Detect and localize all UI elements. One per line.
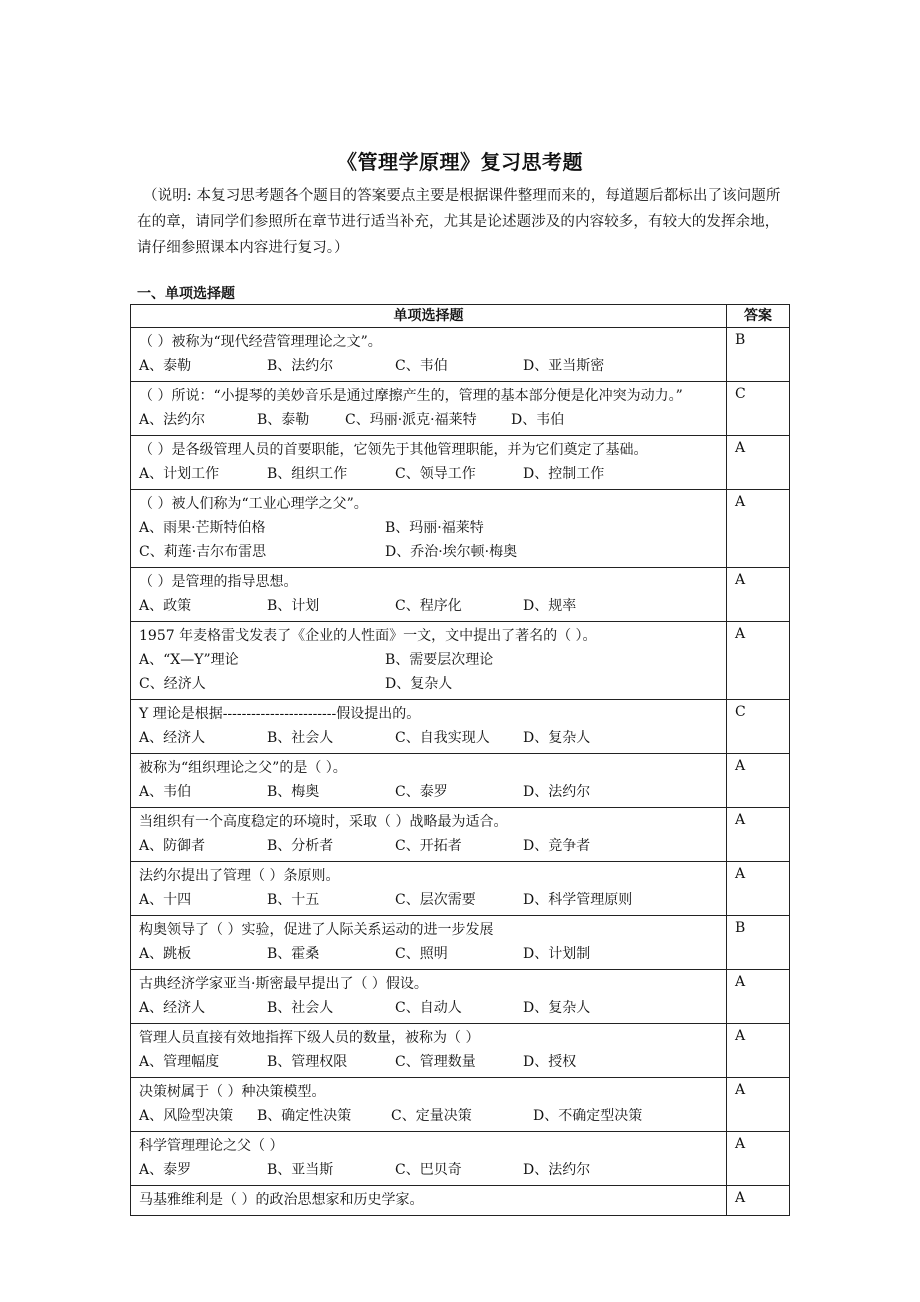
option: D、复杂人 [385, 676, 453, 692]
option-list [139, 1104, 720, 1128]
option-list [139, 408, 720, 432]
option-list [139, 726, 720, 750]
question-stem: （ ）是管理的指导思想。 [139, 574, 298, 590]
answer-cell: A [727, 862, 790, 916]
question-stem: 科学管理理论之父（ ） [139, 1138, 284, 1154]
answer-cell: A [727, 1186, 790, 1216]
option-list [139, 648, 720, 672]
table-row [131, 328, 790, 382]
table-row [131, 436, 790, 490]
option: A、法约尔 [139, 412, 206, 428]
option: D、竞争者 [523, 838, 591, 854]
option: B、需要层次理论 [385, 652, 494, 668]
option: C、经济人 [139, 676, 206, 692]
question-stem: 1957 年麦格雷戈发表了《企业的人性面》一文，文中提出了著名的（ ）。 [139, 628, 597, 644]
question-cell [131, 382, 727, 436]
table-row [131, 700, 790, 754]
option: D、不确定型决策 [533, 1108, 643, 1124]
table-row [131, 1132, 790, 1186]
option: A、雨果·芒斯特伯格 [139, 520, 266, 536]
answer-cell: A [727, 1024, 790, 1078]
answer-cell: A [727, 754, 790, 808]
option-list [139, 888, 720, 912]
answer-cell: A [727, 568, 790, 622]
column-header-answer: 答案 [727, 305, 790, 328]
question-cell [131, 568, 727, 622]
option: A、政策 [139, 598, 192, 614]
option: A、韦伯 [139, 784, 192, 800]
table-row [131, 490, 790, 568]
question-cell [131, 436, 727, 490]
question-stem: （ ）被人们称为“工业心理学之父”。 [139, 496, 368, 512]
question-cell [131, 490, 727, 568]
table-header-row [131, 305, 790, 328]
option: B、霍桑 [267, 946, 320, 962]
answer-cell: A [727, 970, 790, 1024]
option: D、复杂人 [523, 1000, 591, 1016]
option: A、防御者 [139, 838, 206, 854]
option: C、韦伯 [395, 358, 448, 374]
answer-cell: C [727, 382, 790, 436]
table-row [131, 568, 790, 622]
option: A、计划工作 [139, 466, 220, 482]
table-row [131, 1186, 790, 1216]
question-cell [131, 970, 727, 1024]
option-list [139, 996, 720, 1020]
question-cell [131, 1078, 727, 1132]
question-stem: （ ）被称为“现代经营管理理论之文”。 [139, 334, 382, 350]
option: C、领导工作 [395, 466, 476, 482]
option: B、泰勒 [257, 412, 310, 428]
intro-paragraph: （说明: 本复习思考题各个题目的答案要点主要是根据课件整理而来的，每道题后都标出了该问题所在的章，请同学们参照所在章节进行适当补充，尤其是论述题涉及的内容较多，有较大的发挥余地，请仔细参照课本内容进行复习。） [137, 188, 781, 256]
answer-cell: A [727, 490, 790, 568]
quiz-table [130, 304, 790, 1216]
answer-cell: A [727, 436, 790, 490]
option: C、泰罗 [395, 784, 448, 800]
question-stem: （ ）是各级管理人员的首要职能，它领先于其他管理职能，并为它们奠定了基础。 [139, 442, 648, 458]
answer-cell: B [727, 328, 790, 382]
option: C、玛丽·派克·福莱特 [345, 412, 477, 428]
option: B、玛丽·福莱特 [385, 520, 484, 536]
option: C、开拓者 [395, 838, 462, 854]
option-list [139, 594, 720, 618]
option: B、梅奥 [267, 784, 320, 800]
question-stem: 构奥领导了（ ）实验，促进了人际关系运动的进一步发展 [139, 922, 494, 938]
option-list [139, 780, 720, 804]
option: D、科学管理原则 [523, 892, 633, 908]
question-cell [131, 1132, 727, 1186]
option: D、计划制 [523, 946, 591, 962]
table-row [131, 622, 790, 700]
answer-cell: A [727, 622, 790, 700]
option-list [139, 834, 720, 858]
section-heading: 一、单项选择题 [137, 286, 235, 302]
option: A、十四 [139, 892, 192, 908]
page-title: 《管理学原理》复习思考题 [337, 150, 583, 174]
option: C、管理数量 [395, 1054, 476, 1070]
option: D、法约尔 [523, 784, 591, 800]
table-row [131, 1024, 790, 1078]
table-row [131, 970, 790, 1024]
option: A、“X—Y”理论 [139, 652, 239, 668]
question-stem: 古典经济学家亚当·斯密最早提出了（ ）假设。 [139, 976, 428, 992]
option: B、管理权限 [267, 1054, 348, 1070]
option: B、十五 [267, 892, 320, 908]
option: D、规率 [523, 598, 577, 614]
option: B、法约尔 [267, 358, 334, 374]
question-cell [131, 622, 727, 700]
option-list [139, 1158, 720, 1182]
question-stem: （ ）所说：“小提琴的美妙音乐是通过摩擦产生的，管理的基本部分便是化冲突为动力。” [139, 388, 683, 404]
option: D、韦伯 [511, 412, 565, 428]
question-stem: 当组织有一个高度稳定的环境时，采取（ ）战略最为适合。 [139, 814, 508, 830]
option: D、亚当斯密 [523, 358, 605, 374]
question-stem: 被称为“组织理论之父”的是（ ）。 [139, 760, 347, 776]
option: B、确定性决策 [257, 1108, 352, 1124]
option: D、法约尔 [523, 1162, 591, 1178]
option: C、照明 [395, 946, 448, 962]
question-cell [131, 754, 727, 808]
option-list [139, 942, 720, 966]
question-stem: 决策树属于（ ）种决策模型。 [139, 1084, 326, 1100]
option-list [139, 1050, 720, 1074]
option: C、层次需要 [395, 892, 476, 908]
question-stem: 管理人员直接有效地指挥下级人员的数量，被称为（ ） [139, 1030, 480, 1046]
option-list [139, 462, 720, 486]
option: D、授权 [523, 1054, 577, 1070]
answer-cell: B [727, 916, 790, 970]
option: A、跳板 [139, 946, 192, 962]
option-list [139, 540, 720, 564]
option: B、亚当斯 [267, 1162, 334, 1178]
option: B、社会人 [267, 1000, 334, 1016]
question-cell [131, 916, 727, 970]
answer-cell: C [727, 700, 790, 754]
option-list [139, 354, 720, 378]
answer-cell: A [727, 808, 790, 862]
question-cell [131, 1024, 727, 1078]
option: A、风险型决策 [139, 1108, 234, 1124]
option: B、组织工作 [267, 466, 348, 482]
option: C、自动人 [395, 1000, 462, 1016]
option: C、巴贝奇 [395, 1162, 462, 1178]
table-row [131, 1078, 790, 1132]
table-row [131, 916, 790, 970]
question-stem: 马基雅维利是（ ）的政治思想家和历史学家。 [139, 1192, 424, 1208]
option: D、乔治·埃尔顿·梅奥 [385, 544, 518, 560]
answer-cell: A [727, 1078, 790, 1132]
option: A、管理幅度 [139, 1054, 220, 1070]
option: C、自我实现人 [395, 730, 490, 746]
option: A、泰罗 [139, 1162, 192, 1178]
option: A、经济人 [139, 1000, 206, 1016]
table-row [131, 754, 790, 808]
option: B、分析者 [267, 838, 334, 854]
question-cell [131, 1186, 727, 1216]
option: A、泰勒 [139, 358, 192, 374]
column-header-question: 单项选择题 [131, 305, 727, 328]
option: C、定量决策 [391, 1108, 472, 1124]
option: C、程序化 [395, 598, 462, 614]
option: B、计划 [267, 598, 320, 614]
table-row [131, 382, 790, 436]
question-stem: 法约尔提出了管理（ ）条原则。 [139, 868, 340, 884]
option: D、复杂人 [523, 730, 591, 746]
question-stem: Y 理论是根据------------------------假设提出的。 [139, 706, 421, 722]
table-row [131, 862, 790, 916]
option: B、社会人 [267, 730, 334, 746]
question-cell [131, 700, 727, 754]
option: C、莉莲·吉尔布雷思 [139, 544, 267, 560]
option: A、经济人 [139, 730, 206, 746]
table-row [131, 808, 790, 862]
question-cell [131, 862, 727, 916]
option: D、控制工作 [523, 466, 605, 482]
question-cell [131, 328, 727, 382]
question-cell [131, 808, 727, 862]
answer-cell: A [727, 1132, 790, 1186]
option-list [139, 672, 720, 696]
option-list [139, 516, 720, 540]
